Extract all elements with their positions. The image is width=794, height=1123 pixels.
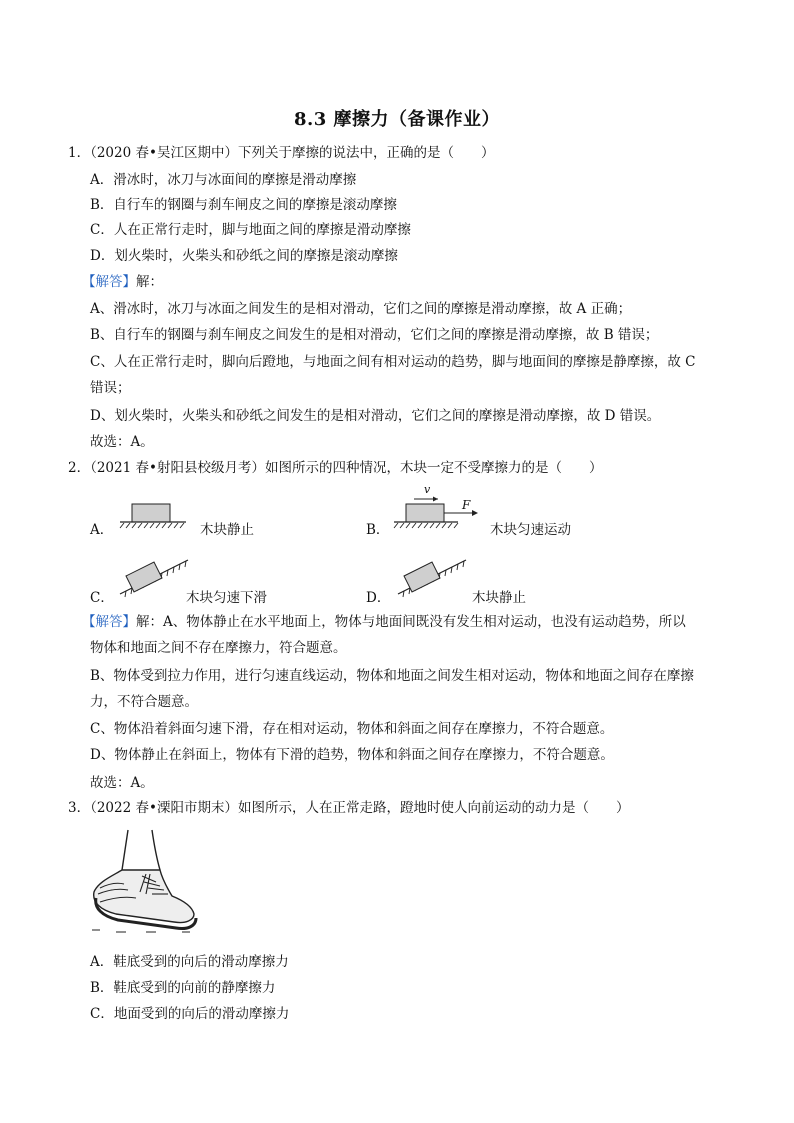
q1-final-answer: 故选：A。 — [90, 434, 154, 450]
question-2-stem: 2．（2021 春•射阳县校级月考）如图所示的四种情况，木块一定不受摩擦力的是（ ） — [68, 460, 603, 476]
walking-shoe-figure — [86, 826, 206, 936]
fig-c-block-on-incline — [112, 546, 192, 598]
question-1-stem: 1．（2020 春•吴江区期中）下列关于摩擦的说法中，正确的是（ ） — [68, 145, 495, 161]
q1-option-d: D．划火柴时，火柴头和砂纸之间的摩擦是滚动摩擦 — [90, 248, 398, 264]
fig-b-force-label: F — [462, 498, 471, 512]
fig-a-block-on-ground — [118, 500, 190, 532]
fig-a-caption: 木块静止 — [200, 522, 254, 538]
fig-a-letter: A． — [90, 522, 114, 538]
q1-explanation-a: A、滑冰时，冰刀与冰面之间发生的是相对滑动，它们之间的摩擦是滑动摩擦，故 A 正确； — [90, 301, 632, 317]
fig-d-letter: D． — [366, 590, 391, 606]
answer-head: 解： — [136, 274, 163, 290]
fig-d-caption: 木块静止 — [472, 590, 526, 606]
q3-option-c: C．地面受到的向后的滑动摩擦力 — [90, 1006, 290, 1022]
q2-explanation-b: B、物体受到拉力作用，进行匀速直线运动，物体和地面之间发生相对运动，物体和地面之间存在摩擦 — [90, 668, 694, 684]
fig-b-letter: B． — [366, 522, 390, 538]
fig-b-velocity-label: v — [424, 483, 431, 496]
q1-option-c: C．人在正常行走时，脚与地面之间的摩擦是滑动摩擦 — [90, 222, 411, 238]
q2-explanation-a-cont: 物体和地面之间不存在摩擦力，符合题意。 — [90, 640, 347, 656]
page-title: 8.3 摩擦力（备课作业） — [293, 109, 501, 130]
answer-tag: 【解答】 — [82, 614, 136, 630]
q2-explanation-c: C、物体沿着斜面匀速下滑，存在相对运动，物体和斜面之间存在摩擦力，不符合题意。 — [90, 721, 614, 737]
q2-explanation-d: D、物体静止在斜面上，物体有下滑的趋势，物体和斜面之间存在摩擦力，不符合题意。 — [90, 747, 614, 763]
q1-explanation-b: B、自行车的钢圈与刹车闸皮之间发生的是相对滑动，它们之间的摩擦是滑动摩擦，故 B 错误； — [90, 327, 659, 343]
fig-b-caption: 木块匀速运动 — [490, 522, 571, 538]
q2-explanation-b-cont: 力，不符合题意。 — [90, 694, 198, 710]
q3-option-a: A．鞋底受到的向后的滑动摩擦力 — [90, 954, 289, 970]
q2-answer-heading — [82, 612, 686, 632]
q1-option-a: A．滑冰时，冰刀与冰面间的摩擦是滑动摩擦 — [90, 172, 357, 188]
answer-tag: 【解答】 — [82, 274, 136, 290]
q1-explanation-d: D、划火柴时，火柴头和砂纸之间发生的是相对滑动，它们之间的摩擦是滑动摩擦，故 D 错误。 — [90, 408, 661, 424]
q2-final-answer: 故选：A。 — [90, 775, 154, 791]
fig-d-block-on-incline — [390, 546, 470, 598]
q1-explanation-c-cont: 错误； — [90, 380, 131, 396]
q1-answer-heading — [82, 272, 163, 292]
fig-c-letter: C． — [90, 590, 114, 606]
question-3-stem: 3．（2022 春•溧阳市期末）如图所示，人在正常走路，蹬地时使人向前运动的动力是（ ） — [68, 800, 630, 816]
q1-option-b: B．自行车的钢圈与刹车闸皮之间的摩擦是滚动摩擦 — [90, 197, 397, 213]
fig-c-caption: 木块匀速下滑 — [186, 590, 267, 606]
answer-head: 解：A、物体静止在水平地面上，物体与地面间既没有发生相对运动，也没有运动趋势，所以 — [136, 614, 686, 630]
q1-explanation-c: C、人在正常行走时，脚向后蹬地，与地面之间有相对运动的趋势，脚与地面间的摩擦是静摩擦，故 C — [90, 354, 696, 370]
q3-option-b: B．鞋底受到的向前的静摩擦力 — [90, 980, 276, 996]
